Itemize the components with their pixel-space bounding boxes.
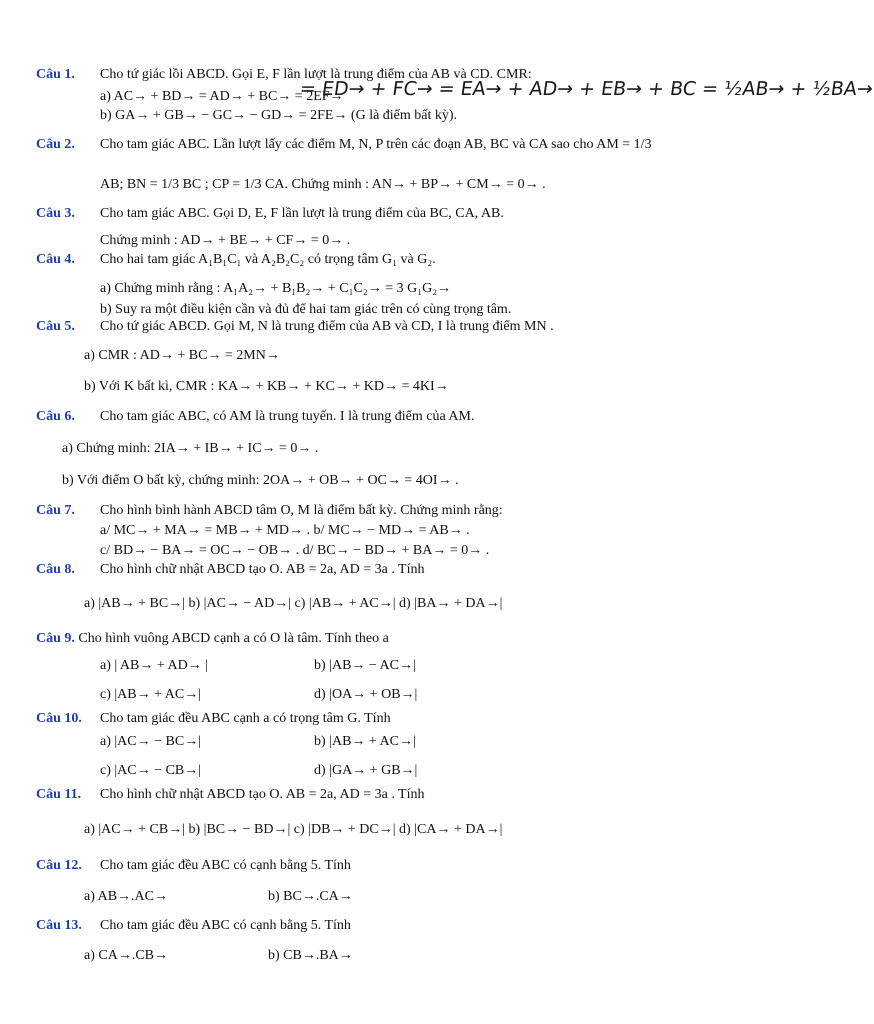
q11-parts: a) |AC→ + CB→| b) |BC→ − BD→| c) |DB→ + DC→| d) |CA→ + DA→| [84, 822, 503, 837]
q10-part-b: b) |AB→ + AC→| [314, 734, 416, 749]
q9-header [36, 630, 389, 648]
q6-part-b: b) Với điểm O bất kỳ, chứng minh: 2OA→ + OB→ + OC→ = 4OI→ . [62, 473, 459, 488]
q8-label: Câu 8. [36, 562, 75, 577]
q13-label: Câu 13. [36, 918, 82, 933]
q9-part-b: b) |AB→ − AC→| [314, 658, 416, 673]
q13-text: Cho tam giác đều ABC có cạnh bằng 5. Tính [100, 918, 351, 933]
q9-label: Câu 9. [36, 631, 75, 646]
q12-text: Cho tam giác đều ABC có cạnh bằng 5. Tính [100, 858, 351, 873]
q10-label: Câu 10. [36, 711, 82, 726]
q1-part-a: a) AC→ + BD→ = AD→ + BC→ = 2EF→ [100, 89, 344, 104]
q1-text: Cho tứ giác lồi ABCD. Gọi E, F lần lượt là trung điểm của AB và CD. CMR: [100, 67, 532, 82]
q6-text: Cho tam giác ABC, có AM là trung tuyến. I là trung điểm của AM. [100, 409, 475, 424]
q1-part-b: b) GA→ + GB→ − GC→ − GD→ = 2FE→ (G là điểm bất kỳ). [100, 108, 458, 123]
q8-header [36, 561, 425, 579]
q8-parts: a) |AB→ + BC→| b) |AC→ − AD→| c) |AB→ + AC→| d) |BA→ + DA→| [84, 596, 503, 611]
q11-header [36, 786, 425, 804]
q3-label: Câu 3. [36, 206, 75, 221]
q4-header [36, 251, 436, 269]
q4-part-b: b) Suy ra một điều kiện cần và đủ để hai tam giác trên có cùng trọng tâm. [100, 302, 512, 317]
q13-part-a: a) CA→.CB→ [84, 948, 168, 963]
q10-text: Cho tam giác đều ABC cạnh a có trọng tâm G. Tính [100, 711, 391, 726]
q8-text: Cho hình chữ nhật ABCD tạo O. AB = 2a, AD = 3a . Tính [100, 562, 425, 577]
q3-header [36, 205, 504, 223]
q2-header [36, 136, 652, 154]
q7-label: Câu 7. [36, 503, 75, 518]
q5-label: Câu 5. [36, 319, 75, 334]
q9-part-d: d) |OA→ + OB→| [314, 687, 418, 702]
q12-label: Câu 12. [36, 858, 82, 873]
q9-text: Cho hình vuông ABCD cạnh a có O là tâm. Tính theo a [78, 631, 389, 646]
q7-row1: a/ MC→ + MA→ = MB→ + MD→ . b/ MC→ − MD→ = AB→ . [100, 523, 470, 538]
q2-line2: AB; BN = 1/3 BC ; CP = 1/3 CA. Chứng minh : AN→ + BP→ + CM→ = 0→ . [100, 177, 546, 192]
q4-label: Câu 4. [36, 252, 75, 267]
q6-label: Câu 6. [36, 409, 75, 424]
q1-handwriting: = ED→ + FC→ = EA→ + AD→ + EB→ + BC = ½AB→ + ½BA→ [298, 78, 874, 100]
q12-header [36, 857, 351, 875]
q5-header [36, 318, 554, 336]
q5-part-a: a) CMR : AD→ + BC→ = 2MN→ [84, 348, 280, 363]
q10-header [36, 710, 391, 728]
q7-text: Cho hình bình hành ABCD tâm O, M là điểm bất kỳ. Chứng minh rằng: [100, 503, 503, 518]
q9-part-a: a) | AB→ + AD→ | [100, 658, 209, 673]
q2-text: Cho tam giác ABC. Lần lượt lấy các điểm M, N, P trên các đoạn AB, BC và CA sao cho AM = 1/3 [100, 137, 652, 152]
q9-part-c: c) |AB→ + AC→| [100, 687, 202, 702]
q12-part-b: b) BC→.CA→ [268, 889, 353, 904]
q2-label: Câu 2. [36, 137, 75, 152]
q10-part-a: a) |AC→ − BC→| [100, 734, 202, 749]
q5-text: Cho tứ giác ABCD. Gọi M, N là trung điểm của AB và CD, I là trung điểm MN . [100, 319, 554, 334]
q11-text: Cho hình chữ nhật ABCD tạo O. AB = 2a, AD = 3a . Tính [100, 787, 425, 802]
q12-part-a: a) AB→.AC→ [84, 889, 168, 904]
q7-header [36, 502, 503, 520]
q13-header [36, 917, 351, 935]
q13-part-b: b) CB→.BA→ [268, 948, 353, 963]
q6-header [36, 408, 474, 426]
q4-text: Cho hai tam giác A₁B₁C₁ và A₂B₂C₂ có trọng tâm G₁ và G₂. [100, 252, 436, 267]
q6-part-a: a) Chứng minh: 2IA→ + IB→ + IC→ = 0→ . [62, 441, 319, 456]
q3-line2: Chứng minh : AD→ + BE→ + CF→ = 0→ . [100, 233, 351, 248]
q11-label: Câu 11. [36, 787, 82, 802]
q5-part-b: b) Với K bất kì, CMR : KA→ + KB→ + KC→ + KD→ = 4KI→ [84, 379, 449, 394]
q4-part-a: a) Chứng minh rằng : A₁A₂→ + B₁B₂→ + C₁C₂→ = 3 G₁G₂→ [100, 281, 452, 296]
q10-part-c: c) |AC→ − CB→| [100, 763, 202, 778]
q1-label: Câu 1. [36, 67, 75, 82]
q10-part-d: d) |GA→ + GB→| [314, 763, 418, 778]
q7-row2: c/ BD→ − BA→ = OC→ − OB→ . d/ BC→ − BD→ + BA→ = 0→ . [100, 543, 490, 558]
q3-text: Cho tam giác ABC. Gọi D, E, F lần lượt là trung điểm của BC, CA, AB. [100, 206, 504, 221]
